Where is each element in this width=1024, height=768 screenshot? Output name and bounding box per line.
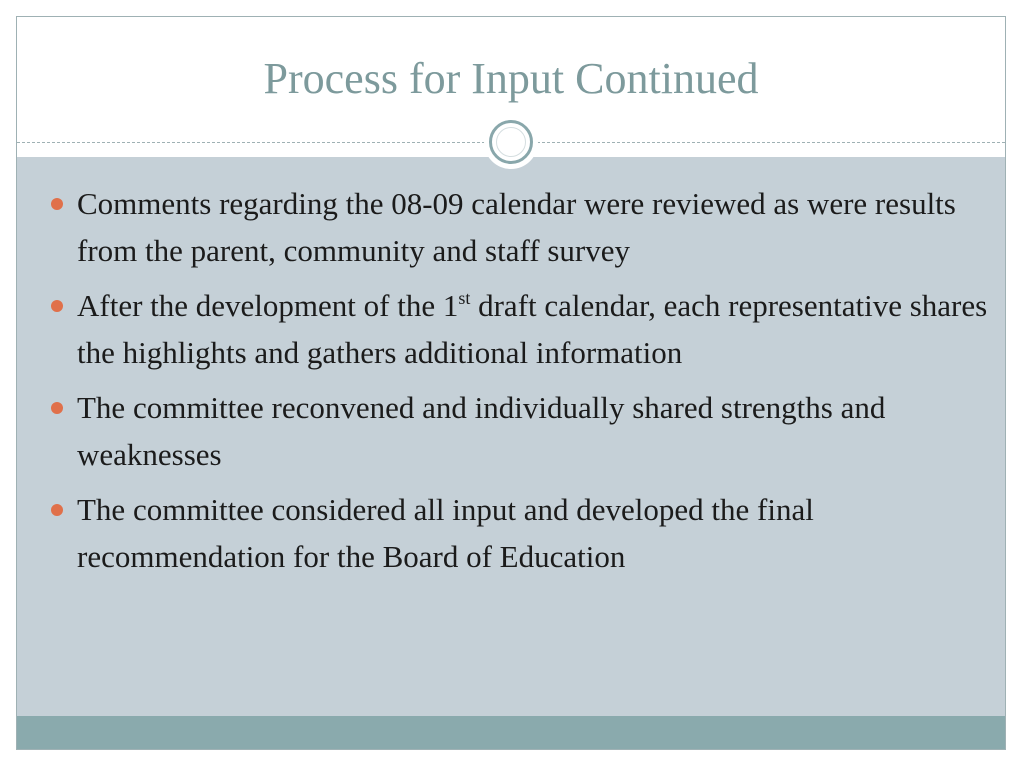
bullet-text-start: After the development of the 1 bbox=[77, 288, 459, 323]
bottom-bar bbox=[17, 716, 1005, 750]
bullet-text: The committee reconvened and individually shared strengths and weaknesses bbox=[77, 390, 886, 472]
round-bullet-icon bbox=[51, 504, 63, 516]
slide bbox=[16, 16, 1006, 750]
ordinal-superscript: st bbox=[458, 288, 471, 308]
slide-title: Process for Input Continued bbox=[263, 54, 759, 103]
round-bullet-icon bbox=[51, 198, 63, 210]
bullet-item bbox=[45, 283, 995, 376]
bullet-item bbox=[45, 487, 995, 580]
bullet-text-end: draft calendar, each representative shares the highlights and gathers additional information bbox=[77, 288, 988, 370]
bullet-text: Comments regarding the 08-09 calendar were reviewed as were results from the parent, community and staff survey bbox=[77, 186, 956, 268]
bullet-list bbox=[45, 181, 995, 589]
round-bullet-icon bbox=[51, 300, 63, 312]
circle-ring-icon bbox=[484, 115, 538, 169]
round-bullet-icon bbox=[51, 402, 63, 414]
ring-inner bbox=[489, 120, 533, 164]
ring-core bbox=[496, 127, 526, 157]
bullet-text: The committee considered all input and developed the final recommendation for the Board of Education bbox=[77, 492, 814, 574]
bullet-item bbox=[45, 385, 995, 478]
content-area bbox=[17, 157, 1005, 717]
bullet-item bbox=[45, 181, 995, 274]
